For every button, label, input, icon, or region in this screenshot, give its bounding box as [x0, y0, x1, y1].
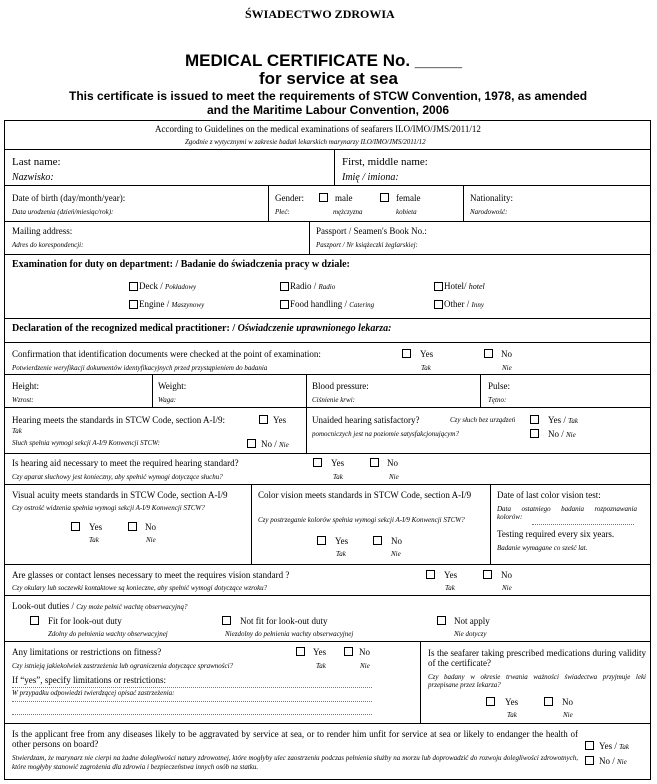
- divider: [480, 374, 481, 407]
- diseases-yes-checkbox[interactable]: [585, 741, 594, 750]
- height-label: Height:: [12, 381, 39, 391]
- divider: [5, 453, 650, 454]
- yes-label: Yes: [420, 349, 434, 359]
- yes-label: Yes: [505, 697, 519, 707]
- unaided-hearing-label-pl-2: pomocniczych jest na poziomie satysfakcjonującym?: [312, 430, 459, 438]
- no-label: No: [562, 697, 573, 707]
- diseases-label-pl: Stwierdzam, że marynarz nie cierpi na żadne dolegliwości natury zdrowotnej, które mogłyby ulec zaostrzeniu podczas pełnienia służby na morzu lub doprowadzić do rozwoju dolegliwości zdrowotnych, które mogłyby stanowić zagrożenia dla zdrowia i bezpieczeństwa innych osób na statku.: [12, 754, 578, 772]
- height-label-pl: Wzrost:: [12, 396, 34, 404]
- hearing-no-checkbox[interactable]: [247, 439, 256, 448]
- hearing-standard-label: Hearing meets the standards in STCW Code, section A-I/9:: [12, 415, 226, 425]
- unaided-hearing-label: Unaided hearing satisfactory?: [312, 415, 420, 425]
- female-checkbox[interactable]: [380, 193, 389, 202]
- acuity-no-checkbox[interactable]: [128, 522, 137, 531]
- unaided-hearing-label-pl: Czy słuch bez urządzeń: [450, 416, 516, 424]
- medication-label-pl: Czy badany w okresie trwania ważności świadectwa przyjmuje leki przepisane przez lekarza?: [428, 673, 646, 690]
- blood-pressure-label-pl: Ciśnienie krwi:: [312, 396, 355, 404]
- polish-title: ŚWIADECTWO ZDROWIA: [245, 7, 395, 21]
- divider: [5, 318, 650, 319]
- limitations-label: Any limitations or restrictions on fitness?: [12, 647, 162, 657]
- other-checkbox[interactable]: [434, 300, 443, 309]
- nie-label: Nie: [502, 584, 512, 592]
- divider: [306, 407, 307, 453]
- hearing-aid-no-checkbox[interactable]: [370, 458, 379, 467]
- nie-label: Nie: [389, 473, 399, 481]
- lookout-fit-label: Fit for look-out duty: [48, 616, 122, 626]
- male-label-pl: mężczyzna: [333, 208, 363, 216]
- gender-label: Gender:: [275, 193, 304, 203]
- lookout-na-label: Not apply: [454, 616, 490, 626]
- nie-label: Nie: [502, 364, 512, 372]
- confirm-yes-checkbox[interactable]: [402, 349, 411, 358]
- passport-label: Passport / Seamen's Book No.:: [316, 226, 427, 236]
- last-name-label-pl: Nazwisko:: [12, 172, 54, 183]
- guidelines-en: According to Guidelines on the medical examinations of seafarers ILO/IMO/JMS/2011/12: [155, 124, 481, 134]
- confirmation-label: Confirmation that identification documents were checked at the point of examination:: [12, 349, 321, 359]
- dob-label-pl: Data urodzenia (dzień/miesiąc/rok):: [12, 208, 114, 216]
- dob-label: Date of birth (day/month/year):: [12, 193, 126, 203]
- yes-label: Yes: [331, 458, 345, 468]
- radio-checkbox[interactable]: [280, 282, 289, 291]
- medication-label: Is the seafarer taking prescribed medications during validity of the certificate?: [428, 648, 646, 669]
- lookout-notfit-label: Not fit for look-out duty: [240, 616, 328, 626]
- limitations-no-checkbox[interactable]: [344, 647, 353, 656]
- yes-label: Yes: [273, 415, 287, 425]
- glasses-yes-checkbox[interactable]: [426, 570, 435, 579]
- divider: [5, 564, 650, 565]
- hotel-checkbox[interactable]: [434, 282, 443, 291]
- lookout-notfit-checkbox[interactable]: [222, 616, 231, 625]
- divider: [5, 254, 650, 255]
- hearing-aid-label: Is hearing aid necessary to meet the required hearing standard?: [12, 458, 239, 468]
- certificate-title: MEDICAL CERTIFICATE No. _____: [185, 51, 463, 70]
- pulse-label-pl: Tętno:: [488, 396, 507, 404]
- specify-line: [12, 687, 372, 688]
- specify-line: [12, 714, 372, 715]
- hotel-label: Hotel/ hotel: [444, 281, 485, 291]
- radio-label: Radio / Radio: [290, 281, 336, 291]
- hearing-standard-label-pl: Słuch spełnia wymogi sekcji A-I/9 Konwencji STCW:: [12, 439, 160, 447]
- specify-label-pl: W przypadku odpowiedzi twierdzącej opisać zastrzeżenia:: [12, 689, 175, 697]
- divider: [5, 342, 650, 343]
- date-line: [532, 524, 634, 525]
- glasses-label: Are glasses or contact lenses necessary to meet the requires vision standard ?: [12, 570, 290, 580]
- no-nie-label: No / Nie: [599, 756, 627, 766]
- confirmation-label-pl: Potwierdzenie weryfikacji dokumentów identyfikacyjnych przed przystąpieniem do badania: [12, 364, 268, 372]
- visual-acuity-label-pl: Czy ostrość widzenia spełnia wymogi sekcji A-I/9 Konwencji STCW?: [12, 504, 205, 512]
- female-label-pl: kobieta: [396, 208, 417, 216]
- duty-heading: Examination for duty on department: / Badanie do świadczenia pracy w dziale:: [12, 259, 350, 270]
- six-years-label: Testing required every six years.: [497, 529, 615, 539]
- male-label: male: [335, 193, 353, 203]
- no-label: No: [359, 647, 370, 657]
- tak-label: Tak: [333, 473, 343, 481]
- nie-label: Nie: [146, 536, 156, 544]
- unaided-no-checkbox[interactable]: [530, 429, 539, 438]
- unaided-yes-checkbox[interactable]: [530, 415, 539, 424]
- no-label: No: [145, 522, 156, 532]
- divider: [309, 221, 310, 254]
- divider: [5, 407, 650, 408]
- no-nie-label: No / Nie: [548, 429, 576, 439]
- hearing-yes-checkbox[interactable]: [259, 415, 268, 424]
- lookout-fit-checkbox[interactable]: [30, 616, 39, 625]
- deck-label: Deck / Pokładowy: [139, 281, 197, 291]
- divider: [306, 374, 307, 407]
- divider: [5, 641, 650, 642]
- first-name-label-pl: Imię / imiona:: [342, 172, 399, 183]
- nie-label: Nie: [360, 662, 370, 670]
- female-label: female: [396, 193, 421, 203]
- tak-label: Tak: [336, 550, 346, 558]
- lookout-fit-label-pl: Zdolny do pełnienia wachty obserwacyjnej: [48, 630, 168, 638]
- tak-label: Tak: [507, 711, 517, 719]
- lookout-notfit-label-pl: Niezdolny do pełnienia wachty obserwacyjnej: [225, 630, 354, 638]
- acuity-yes-checkbox[interactable]: [71, 522, 80, 531]
- divider: [420, 641, 421, 723]
- food-label: Food handling / Catering: [290, 299, 375, 309]
- mailing-label: Mailing address:: [12, 226, 73, 236]
- hearing-aid-yes-checkbox[interactable]: [313, 458, 322, 467]
- nationality-label: Nationality:: [470, 193, 513, 203]
- last-color-test-label: Date of last color vision test:: [497, 490, 601, 500]
- divider: [463, 185, 464, 221]
- mailing-label-pl: Adres do korespondencji:: [12, 241, 84, 249]
- convention-line-2: and the Maritime Labour Convention, 2006: [207, 103, 450, 117]
- weight-label-pl: Waga:: [158, 396, 177, 404]
- divider: [5, 723, 650, 724]
- yes-label: Yes: [89, 522, 103, 532]
- no-label: No: [391, 536, 402, 546]
- medication-yes-checkbox[interactable]: [486, 697, 495, 706]
- tak-label: Tak: [445, 584, 455, 592]
- tak-label: Tak: [12, 427, 22, 435]
- divider: [251, 484, 252, 564]
- nie-label: Nie: [391, 550, 401, 558]
- diseases-label: Is the applicant free from any diseases likely to be aggravated by service at sea, or to render him unfit for service at sea or likely to endanger the health of other persons on board?: [12, 729, 578, 750]
- passport-label-pl: Paszport / Nr książeczki żeglarskiej:: [316, 241, 418, 249]
- blood-pressure-label: Blood pressure:: [312, 381, 369, 391]
- yes-label: Yes: [335, 536, 349, 546]
- nie-label: Nie: [563, 711, 573, 719]
- nationality-label-pl: Narodowość:: [470, 208, 508, 216]
- last-name-label: Last name:: [12, 156, 61, 168]
- yes-tak-label: Yes / Tak: [548, 415, 578, 425]
- convention-line-1: This certificate is issued to meet the requirements of STCW Convention, 1978, as amended: [69, 89, 588, 103]
- other-label: Other / Inny: [444, 299, 484, 309]
- guidelines-pl: Zgodnie z wytycznymi w zakresie badań lekarskich marynarzy ILO/IMO/JMS/2011/12: [185, 138, 426, 146]
- no-label: No: [501, 349, 512, 359]
- no-label: No: [501, 570, 512, 580]
- lookout-na-label-pl: Nie dotyczy: [454, 630, 487, 638]
- engine-label: Engine / Maszynowy: [139, 299, 205, 309]
- tak-label: Tak: [89, 536, 99, 544]
- divider: [490, 484, 491, 564]
- divider: [5, 221, 650, 222]
- six-years-label-pl: Badanie wymagane co sześć lat.: [497, 544, 588, 552]
- yes-label: Yes: [444, 570, 458, 580]
- color-vision-label: Color vision meets standards in STCW Code, section A-I/9: [258, 490, 472, 500]
- limitations-label-pl: Czy istnieją jakiekolwiek zastrzeżenia lub ograniczenia dotyczące sprawności?: [12, 662, 234, 670]
- hearing-aid-label-pl: Czy aparat słuchowy jest konieczny, aby spełnić wymogi dotyczące słuchu?: [12, 473, 223, 481]
- food-checkbox[interactable]: [280, 300, 289, 309]
- specify-label: If “yes”, specify limitations or restrictions:: [12, 675, 166, 685]
- visual-acuity-label: Visual acuity meets standards in STCW Code, section A-I/9: [12, 490, 228, 500]
- yes-label: Yes: [313, 647, 327, 657]
- glasses-label-pl: Czy okulary lub soczewki kontaktowe są konieczne, aby spełnić wymogi dotyczące wzroku?: [12, 584, 268, 592]
- divider: [268, 185, 269, 221]
- divider: [5, 595, 650, 596]
- engine-checkbox[interactable]: [129, 300, 138, 309]
- lookout-label: Look-out duties / Czy może pełnić wachtę obserwacyjną?: [12, 601, 188, 611]
- color-no-checkbox[interactable]: [373, 536, 382, 545]
- weight-label: Weight:: [158, 381, 187, 391]
- divider: [5, 185, 650, 186]
- specify-line: [12, 701, 372, 702]
- certificate-subtitle: for service at sea: [259, 69, 398, 88]
- no-label: No: [387, 458, 398, 468]
- divider: [5, 484, 650, 485]
- limitations-yes-checkbox[interactable]: [296, 647, 305, 656]
- color-vision-label-pl: Czy postrzeganie kolorów spełnia wymogi sekcji A-I/9 Konwencji STCW?: [258, 516, 465, 524]
- last-color-test-label-pl: Data ostatniego badania rozpoznawania kolorów:: [497, 505, 637, 522]
- divider: [334, 149, 335, 185]
- declaration-heading: Declaration of the recognized medical practitioner: / Oświadczenie uprawnionego lekarza:: [12, 323, 392, 334]
- color-yes-checkbox[interactable]: [317, 536, 326, 545]
- diseases-no-checkbox[interactable]: [585, 756, 594, 765]
- medication-no-checkbox[interactable]: [544, 697, 553, 706]
- divider: [5, 149, 650, 150]
- male-checkbox[interactable]: [319, 193, 328, 202]
- gender-label-pl: Płeć:: [275, 208, 290, 216]
- divider: [5, 374, 650, 375]
- no-nie-label: No / Nie: [261, 439, 289, 449]
- tak-label: Tak: [316, 662, 326, 670]
- pulse-label: Pulse:: [488, 381, 511, 391]
- first-name-label: First, middle name:: [342, 156, 428, 168]
- yes-tak-label: Yes / Tak: [599, 741, 629, 751]
- tak-label: Tak: [421, 364, 431, 372]
- deck-checkbox[interactable]: [129, 282, 138, 291]
- lookout-na-checkbox[interactable]: [437, 616, 446, 625]
- divider: [152, 374, 153, 407]
- glasses-no-checkbox[interactable]: [483, 570, 492, 579]
- confirm-no-checkbox[interactable]: [484, 349, 493, 358]
